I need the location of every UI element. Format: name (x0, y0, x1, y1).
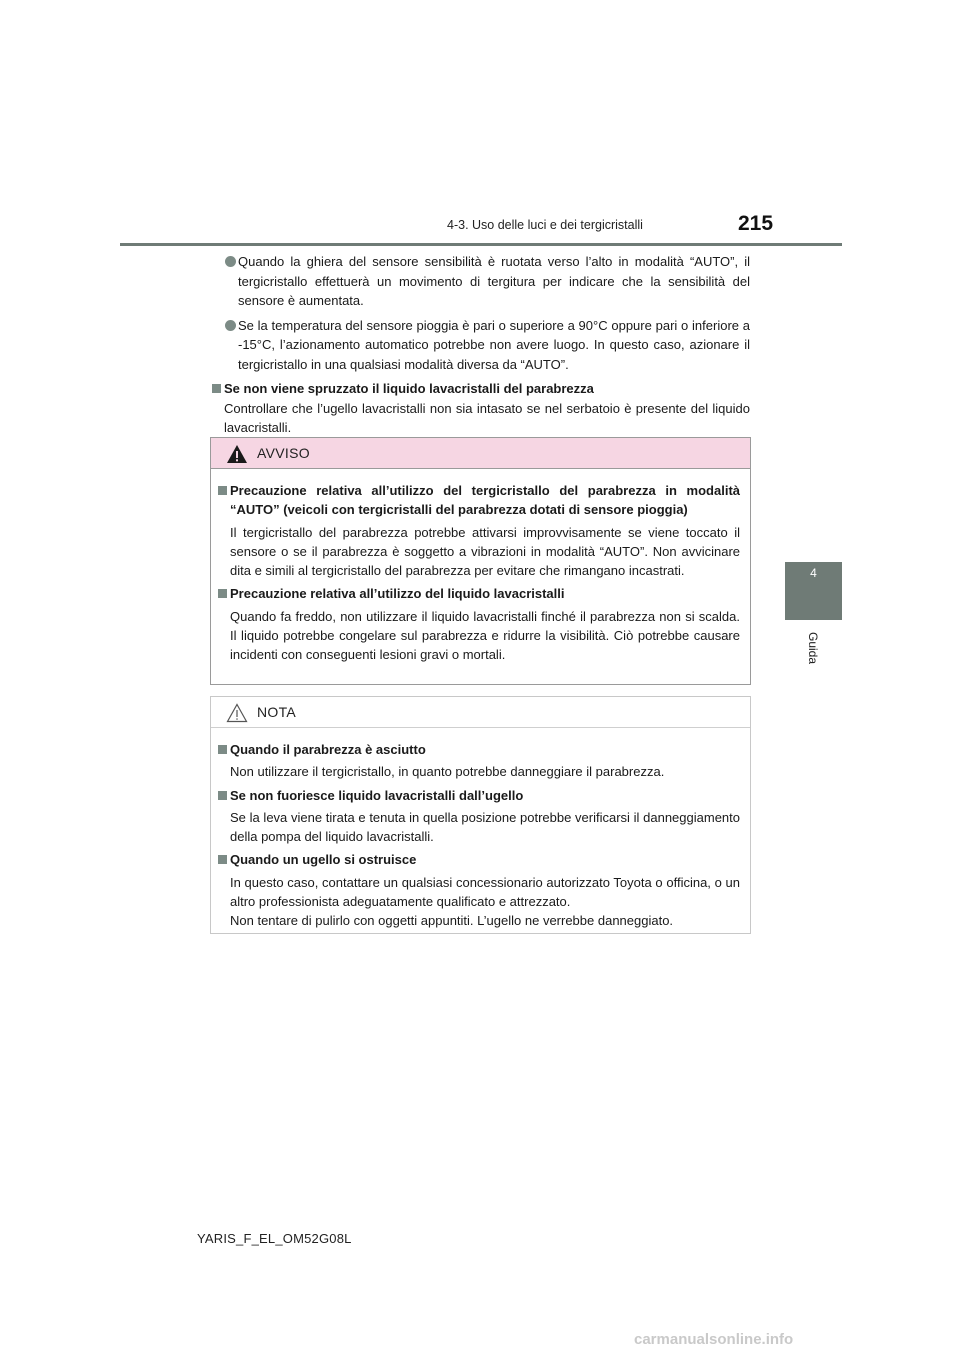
bullet-item (210, 316, 750, 375)
warning-item (216, 481, 740, 580)
note-item-title (216, 850, 740, 869)
paragraph: Controllare che l’ugello lavacristalli non sia intasato se nel serbatoio è presente del liquido lavacristalli. (224, 400, 750, 435)
note-item (216, 740, 740, 782)
page-number: 215 (738, 212, 774, 235)
header-divider (120, 243, 842, 246)
bullet-dot-icon (225, 320, 236, 331)
warning-item-title (216, 584, 740, 603)
note-item-title-text: Se non fuoriesce liquido lavacristalli dall’ugello (230, 787, 524, 803)
warning-item-body: Quando fa freddo, non utilizzare il liquido lavacristalli finché il parabrezza non si scalda. Il liquido potrebbe congelare sul parabrezza e ridurre la visibilità. Ciò potrebbe causare incidenti con conseguenti lesioni gravi o mortali. (230, 608, 740, 663)
chapter-label-container (782, 628, 844, 668)
warning-header (211, 438, 750, 469)
warning-item-title-text: Precauzione relativa all’utilizzo del tergicristallo del parabrezza in modalità “AUTO” (veicoli con tergicristalli del parabrezza dotati di sensore pioggia) (230, 483, 740, 518)
warning-label: AVVISO (257, 445, 310, 461)
subheading-text: Se non viene spruzzato il liquido lavacristalli del parabrezza (224, 381, 594, 396)
warning-item-title (216, 481, 740, 520)
square-bullet-icon (218, 791, 227, 800)
square-bullet-icon (212, 384, 221, 393)
bullet-text: Se la temperatura del sensore pioggia è pari o superiore a 90°C oppure pari o inferiore a -15°C, l’azionamento automatico potrebbe non avere luogo. In questo caso, azionare il tergicristallo in una qualsiasi modalità diversa da “AUTO”. (238, 317, 750, 372)
square-bullet-icon (218, 486, 227, 495)
note-item-title-text: Quando il parabrezza è asciutto (230, 742, 426, 757)
bullet-dot-icon (225, 256, 236, 267)
note-body (211, 728, 750, 931)
note-label: NOTA (257, 704, 297, 720)
bullet-text: Quando la ghiera del sensore sensibilità è ruotata verso l’alto in modalità “AUTO”, il tergicristallo effettuerà un movimento di tergitura per indicare che la sensibilità del sensore è aumentata. (238, 254, 750, 308)
warning-item (216, 584, 740, 664)
note-item-body (216, 873, 740, 931)
caution-outline-icon (226, 703, 248, 723)
square-bullet-icon (218, 855, 227, 864)
note-item (216, 786, 740, 847)
watermark: carmanualsonline.info (634, 1331, 794, 1348)
note-item-body-line: Non tentare di pulirlo con oggetti appuntiti. L’ugello ne verrebbe danneggiato. (230, 913, 674, 929)
square-bullet-icon (218, 589, 227, 598)
main-content (210, 252, 750, 438)
warning-item-body: Il tergicristallo del parabrezza potrebbe attivarsi improvvisamente se viene toccato il sensore o se il parabrezza è soggetto a vibrazioni in modalità “AUTO”. Non avvicinare dita e simili al tergicristallo del parabrezza per evitare che rimangano incastrati. (230, 524, 740, 579)
warning-box (210, 437, 751, 685)
warning-body (211, 469, 750, 665)
subheading (210, 379, 750, 399)
note-item-body: Se la leva viene tirata e tenuta in quella posizione potrebbe verificarsi il danneggiamento della pompa del liquido lavacristalli. (230, 809, 740, 845)
chapter-label: Guida (806, 631, 820, 665)
note-item-title-text: Quando un ugello si ostruisce (230, 852, 417, 868)
section-title: 4-3. Uso delle luci e dei tergicristalli (447, 218, 643, 232)
note-item-body: Non utilizzare il tergicristallo, in quanto potrebbe danneggiare il parabrezza. (230, 764, 665, 780)
note-box (210, 696, 751, 934)
square-bullet-icon (218, 745, 227, 754)
note-item (216, 850, 740, 930)
note-header (211, 697, 750, 728)
note-item-title (216, 740, 740, 759)
note-item-title (216, 786, 740, 805)
warning-triangle-icon (226, 444, 248, 464)
note-item-body-line: In questo caso, contattare un qualsiasi concessionario autorizzato Toyota o officina, o un altro professionista adeguatamente qualificato e attrezzato. (230, 874, 740, 910)
document-code: YARIS_F_EL_OM52G08L (197, 1231, 352, 1246)
chapter-number: 4 (810, 566, 817, 580)
bullet-item (210, 252, 750, 311)
warning-item-title-text: Precauzione relativa all’utilizzo del liquido lavacristalli (230, 586, 565, 602)
